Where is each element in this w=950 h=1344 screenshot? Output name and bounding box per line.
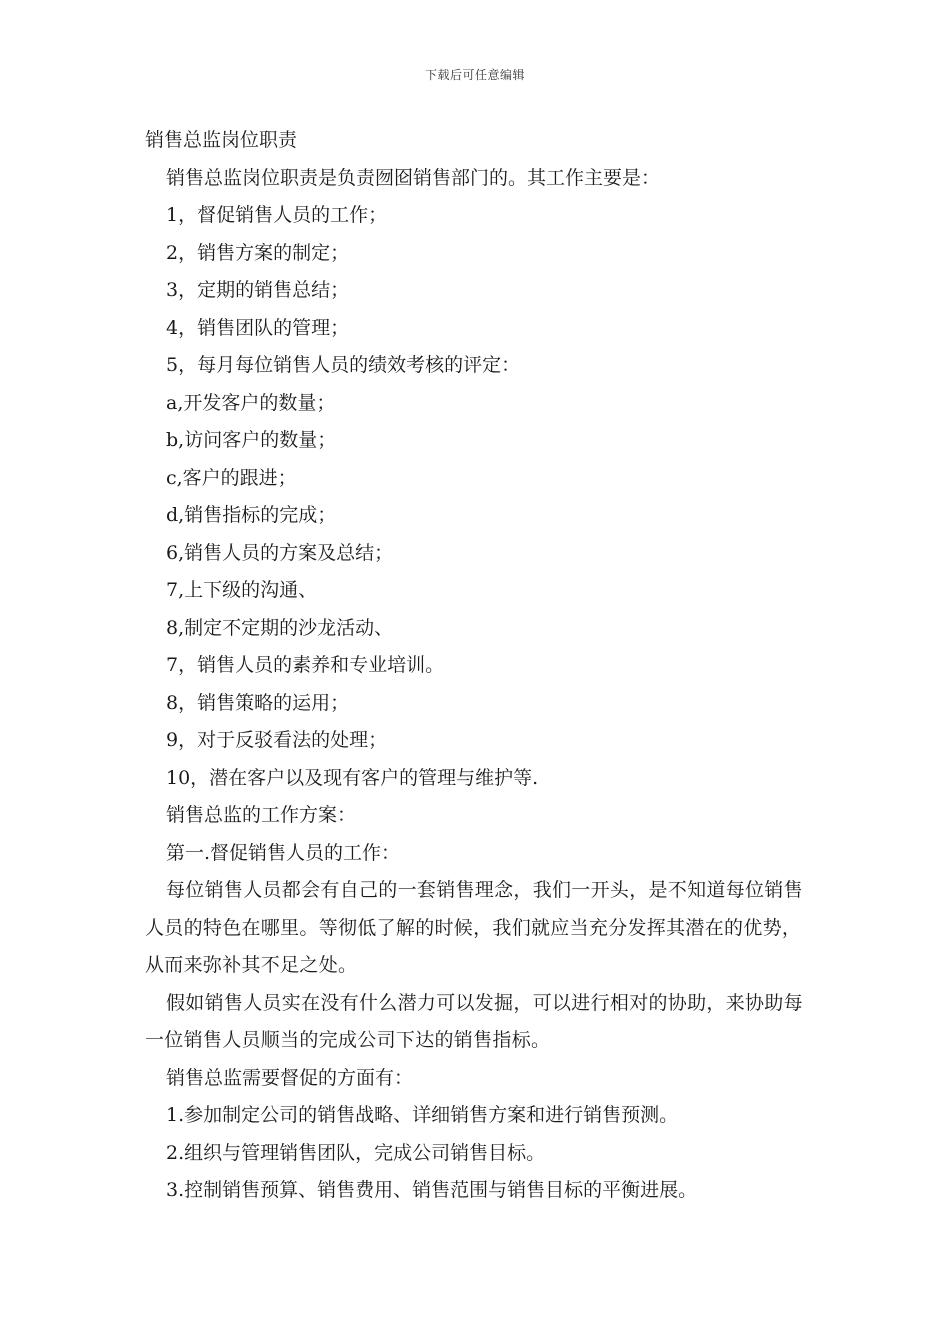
sub-items-list [145,385,825,798]
document-title: 销售总监岗位职责 [145,129,298,151]
sub-item: c,客户的跟进； [166,466,297,489]
body-paragraph: 每位销售人员都会有自己的一套销售理念，我们一开头，是不知道每位销售人员的特色在哪里。等彻低了解的时候，我们就应当充分发挥其潜在的优势，从而来弥补其不足之处。 [145,879,803,976]
duty-item: 1，督促销售人员的工作； [166,204,388,226]
plan-heading: 销售总监的工作方案： [166,804,357,826]
duty-item: 3，定期的销售总结； [166,279,350,301]
sub-item: b,访问客户的数量； [166,429,337,451]
duty-item: 4，销售团队的管理； [166,316,350,339]
sub-item: d,销售指标的完成； [166,504,337,526]
sub-item: a,开发客户的数量； [166,391,336,414]
supervise-heading: 销售总监需要督促的方面有： [166,1066,414,1089]
supervise-item: 3.控制销售预算、销售费用、销售范围与销售目标的平衡进展。 [166,1179,698,1201]
sub-item: 8，销售策略的运用； [166,691,350,714]
sub-item: 7,上下级的沟通、 [166,579,318,601]
sub-item: 8,制定不定期的沙龙活动、 [166,616,394,639]
sub-item: 9，对于反驳看法的处理； [166,729,388,751]
supervise-list [145,1097,825,1210]
section-one-heading: 第一.督促销售人员的工作： [166,841,401,864]
supervise-item: 1.参加制定公司的销售战略、详细销售方案和进行销售预测。 [166,1104,679,1126]
duty-item: 2，销售方案的制定； [166,241,350,264]
sub-item: 6,销售人员的方案及总结； [166,541,394,564]
page-header: 下载后可任意编辑 [424,68,525,82]
document-body [145,122,825,1210]
supervise-item: 2.组织与管理销售团队，完成公司销售目标。 [166,1141,546,1164]
duties-list [145,197,825,385]
sub-item: 10，潜在客户以及现有客户的管理与维护等. [166,766,539,789]
duty-item: 5，每月每位销售人员的绩效考核的评定： [166,354,521,376]
body-paragraph: 假如销售人员实在没有什么潜力可以发掘，可以进行相对的协助，来协助每一位销售人员顺当的完成公司下达的销售指标。 [145,991,803,1051]
sub-item: 7，销售人员的素养和专业培训。 [166,654,445,676]
intro-line: 销售总监岗位职责是负责囫囵销售部门的。其工作主要是： [166,166,661,189]
